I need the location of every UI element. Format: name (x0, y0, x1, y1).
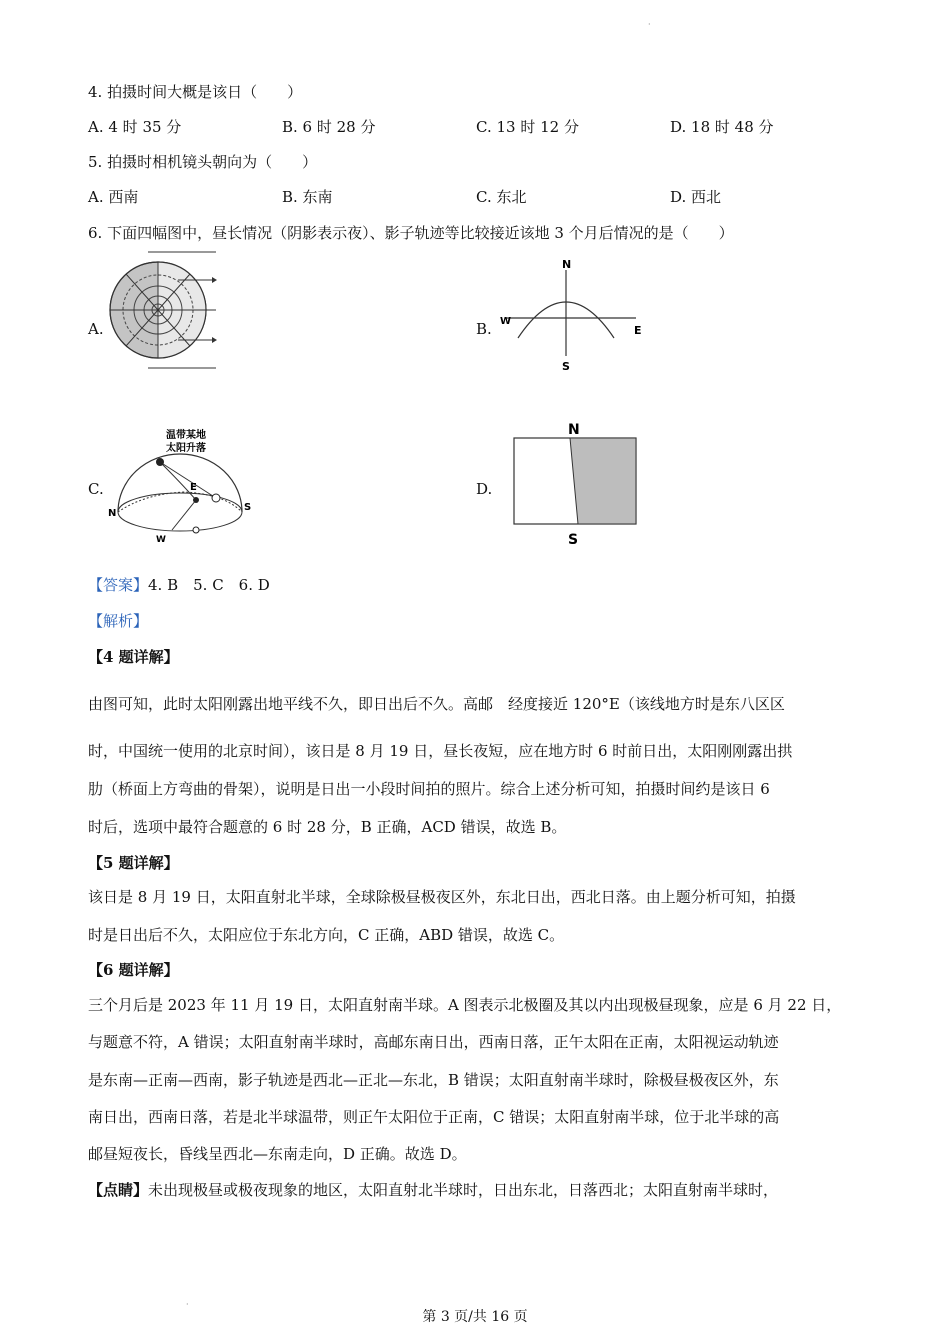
figure-d-south-label: S (568, 532, 579, 548)
analysis-tag: 【解析】 (88, 612, 149, 630)
dianjing-text: 未出现极昼或极夜现象的地区，太阳直射北半球时，日出东北，日落西北；太阳直射南半球时， (148, 1181, 779, 1199)
figure-d-daynight-map (510, 418, 642, 550)
dianjing-tag: 【点睛】 (88, 1181, 149, 1199)
scan-dot: · (186, 1300, 189, 1309)
detail6-line-1: 三个月后是 2023 年 11 月 19 日，太阳直射南半球。A 图表示北极圈及其以内出现极昼现象，应是 6 月 22 日， (88, 996, 842, 1014)
figure-b-north-label: N (562, 258, 572, 271)
figure-c-east-label: E (190, 482, 197, 493)
scan-dot: · (648, 20, 651, 29)
page-footer: 第 3 页/共 16 页 (422, 1309, 528, 1325)
q5-option-a: A. 西南 (88, 188, 139, 206)
detail5-line-1: 该日是 8 月 19 日，太阳直射北半球，全球除极昼极夜区外，东北日出，西北日落。由上题分析可知，拍摄 (88, 888, 796, 906)
dianjing-line (88, 1180, 778, 1200)
figure-b-label: B. (476, 320, 492, 338)
detail5-heading: 【5 题详解】 (88, 854, 179, 872)
detail4-line-3: 肋（桥面上方弯曲的骨架），说明是日出一小段时间拍的照片。综合上述分析可知，拍摄时间约是该日 6 (88, 780, 770, 798)
answer-text: 4. B 5. C 6. D (148, 576, 270, 594)
q5-option-c: C. 东北 (476, 188, 527, 206)
figure-b-compass-diagram (496, 256, 652, 374)
figure-c-celestial-dome (104, 424, 256, 546)
figure-d-north-label: N (568, 422, 580, 438)
figure-c-label: C. (88, 480, 104, 498)
detail6-line-2: 与题意不符，A 错误；太阳直射南半球时，高邮东南日出，西南日落，正午太阳在正南，太阳视运动轨迹 (88, 1033, 779, 1051)
answer-tag: 【答案】 (88, 576, 149, 594)
detail6-line-4: 南日出，西南日落，若是北半球温带，则正午太阳位于正南，C 错误；太阳直射南半球，位于北半球的高 (88, 1108, 780, 1126)
detail4-line-4: 时后，选项中最符合题意的 6 时 28 分，B 正确，ACD 错误，故选 B。 (88, 818, 567, 836)
figure-c-west-label: W (156, 535, 166, 545)
q5-option-d: D. 西北 (670, 188, 722, 206)
figure-b-south-label: S (562, 360, 570, 373)
detail6-line-3: 是东南—正南—西南，影子轨迹是西北—正北—东北，B 错误；太阳直射南半球时，除极昼极夜区外，东 (88, 1071, 779, 1089)
figure-b-west-label: W (500, 316, 512, 327)
figure-c-title-line1: 温带某地 (166, 430, 206, 441)
detail4-heading: 【4 题详解】 (88, 648, 179, 666)
detail5-line-2: 时是日出后不久，太阳应位于东北方向，C 正确，ABD 错误，故选 C。 (88, 926, 565, 944)
figure-c-title-line2: 太阳升落 (166, 443, 206, 454)
figure-a-label: A. (88, 320, 104, 338)
detail4-line-1: 由图可知，此时太阳刚露出地平线不久，即日出后不久。高邮 经度接近 120°E（该线地方时是东八区区 (88, 695, 785, 713)
figure-c-south-label: S (244, 502, 252, 513)
detail6-heading: 【6 题详解】 (88, 961, 179, 979)
q4-stem: 4. 拍摄时间大概是该日（ ） (88, 83, 303, 101)
q6-stem: 6. 下面四幅图中，昼长情况（阴影表示夜）、影子轨迹等比较接近该地 3 个月后情况的是（ ） (88, 224, 734, 242)
figure-b-east-label: E (634, 324, 642, 337)
answer-line (88, 575, 270, 595)
detail6-line-5: 邮昼短夜长，昏线呈西北—东南走向，D 正确。故选 D。 (88, 1145, 467, 1163)
q4-option-a: A. 4 时 35 分 (88, 118, 182, 136)
q4-option-b: B. 6 时 28 分 (282, 118, 376, 136)
figure-d-label: D. (476, 480, 493, 498)
q4-option-c: C. 13 时 12 分 (476, 118, 579, 136)
q4-option-d: D. 18 时 48 分 (670, 118, 774, 136)
q5-stem: 5. 拍摄时相机镜头朝向为（ ） (88, 153, 318, 171)
figure-a-polar-diagram (108, 244, 220, 376)
q5-option-b: B. 东南 (282, 188, 333, 206)
detail4-line-2: 时，中国统一使用的北京时间），该日是 8 月 19 日，昼长夜短，应在地方时 6 时前日出，太阳刚刚露出拱 (88, 742, 793, 760)
figure-c-north-label: N (108, 508, 117, 519)
